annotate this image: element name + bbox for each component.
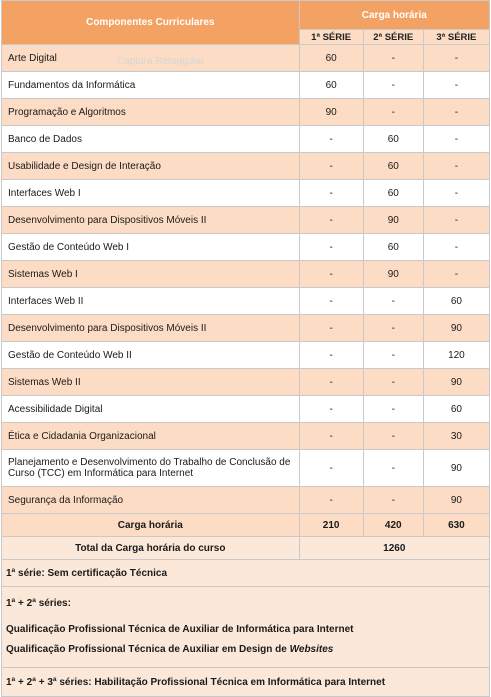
workload-header: Carga horária: [299, 1, 489, 30]
subject-name: Sistemas Web II: [2, 369, 300, 396]
series-1-value: -: [299, 180, 363, 207]
total-label: Total da Carga horária do curso: [2, 537, 300, 560]
series-2-value: -: [363, 72, 423, 99]
table-row: [2, 342, 490, 369]
table-row: [2, 72, 490, 99]
table-row: [2, 315, 490, 342]
series-3-value: -: [423, 45, 489, 72]
table-row: [2, 423, 490, 450]
note-series-1-2: [6, 597, 485, 657]
series-2-value: -: [363, 45, 423, 72]
subject-name: Gestão de Conteúdo Web II: [2, 342, 300, 369]
sum-series-3: 630: [423, 514, 489, 537]
note-row-3: [2, 668, 490, 697]
table-row: [2, 234, 490, 261]
table-row: [2, 487, 490, 514]
table-row: [2, 180, 490, 207]
note-series-1: 1ª série: Sem certificação Técnica: [2, 560, 490, 587]
series-2-value: -: [363, 99, 423, 126]
series-3-value: -: [423, 99, 489, 126]
subject-name: Segurança da Informação: [2, 487, 300, 514]
table-row: [2, 450, 490, 487]
series-1-value: 60: [299, 72, 363, 99]
subject-name: Fundamentos da Informática: [2, 72, 300, 99]
series-3-value: 60: [423, 288, 489, 315]
series-1-value: -: [299, 369, 363, 396]
sum-series-1: 210: [299, 514, 363, 537]
series-1-value: -: [299, 261, 363, 288]
websites-emphasis: Websites: [289, 644, 334, 655]
sum-label: Carga horária: [2, 514, 300, 537]
series-1-value: -: [299, 288, 363, 315]
series-1-value: -: [299, 315, 363, 342]
qualification-line-2: Qualificação Profissional Técnica de Auxiliar em Design de Websites: [6, 644, 334, 655]
series-2-value: 60: [363, 126, 423, 153]
series-2-value: -: [363, 396, 423, 423]
series-2-value: -: [363, 288, 423, 315]
series-1-value: -: [299, 342, 363, 369]
series-3-value: -: [423, 72, 489, 99]
qualification-line-1: Qualificação Profissional Técnica de Auxiliar de Informática para Internet: [6, 624, 354, 635]
series-2-value: 90: [363, 207, 423, 234]
series-2-header: 2ª SÉRIE: [363, 30, 423, 45]
series-3-value: -: [423, 126, 489, 153]
series-2-value: -: [363, 369, 423, 396]
table-row: [2, 288, 490, 315]
series-3-value: -: [423, 207, 489, 234]
subject-name: Programação e Algoritmos: [2, 99, 300, 126]
subject-name: Planejamento e Desenvolvimento do Trabalho de Conclusão de Curso (TCC) em Informática para Internet: [2, 450, 300, 487]
subject-name: Interfaces Web II: [2, 288, 300, 315]
series-3-value: -: [423, 153, 489, 180]
table-row: [2, 99, 490, 126]
subject-name: Arte Digital: [2, 45, 300, 72]
subject-name: Sistemas Web I: [2, 261, 300, 288]
series-3-header: 3ª SÉRIE: [423, 30, 489, 45]
sum-series-2: 420: [363, 514, 423, 537]
series-3-value: 30: [423, 423, 489, 450]
series-1-value: -: [299, 207, 363, 234]
note-title: 1ª + 2ª séries:: [6, 598, 71, 609]
series-3-value: 60: [423, 396, 489, 423]
note-row-1: [2, 560, 490, 587]
table-row: [2, 126, 490, 153]
table-row: [2, 396, 490, 423]
curriculum-table: [1, 0, 490, 697]
total-row: [2, 537, 490, 560]
series-2-value: 60: [363, 180, 423, 207]
series-2-value: -: [363, 423, 423, 450]
series-1-value: -: [299, 450, 363, 487]
note-row-2: [2, 587, 490, 668]
series-3-value: -: [423, 180, 489, 207]
components-header: Componentes Curriculares: [2, 1, 300, 45]
subject-name: Interfaces Web I: [2, 180, 300, 207]
subject-name: Usabilidade e Design de Interação: [2, 153, 300, 180]
series-2-value: 60: [363, 234, 423, 261]
series-3-value: 90: [423, 450, 489, 487]
workload-sum-row: [2, 514, 490, 537]
series-2-value: -: [363, 342, 423, 369]
table-row: [2, 369, 490, 396]
series-1-value: 60: [299, 45, 363, 72]
subject-name: Desenvolvimento para Dispositivos Móveis II: [2, 207, 300, 234]
series-2-value: -: [363, 315, 423, 342]
series-2-value: -: [363, 450, 423, 487]
note-series-1-2-3: 1ª + 2ª + 3ª séries: Habilitação Profissional Técnica em Informática para Internet: [2, 668, 490, 697]
series-2-value: 60: [363, 153, 423, 180]
series-1-value: -: [299, 126, 363, 153]
series-1-value: -: [299, 487, 363, 514]
table-row: [2, 261, 490, 288]
series-2-value: 90: [363, 261, 423, 288]
series-1-value: 90: [299, 99, 363, 126]
total-value: 1260: [299, 537, 489, 560]
subject-name: Acessibilidade Digital: [2, 396, 300, 423]
subject-name: Banco de Dados: [2, 126, 300, 153]
table-row: [2, 153, 490, 180]
series-1-value: -: [299, 396, 363, 423]
ghost-watermark: Captura Retangular: [117, 56, 205, 67]
series-1-value: -: [299, 423, 363, 450]
series-2-value: -: [363, 487, 423, 514]
series-3-value: 90: [423, 315, 489, 342]
subject-name: Gestão de Conteúdo Web I: [2, 234, 300, 261]
series-3-value: 90: [423, 369, 489, 396]
series-1-header: 1ª SÉRIE: [299, 30, 363, 45]
series-3-value: -: [423, 261, 489, 288]
series-3-value: 120: [423, 342, 489, 369]
subject-name: Ética e Cidadania Organizacional: [2, 423, 300, 450]
series-1-value: -: [299, 234, 363, 261]
series-1-value: -: [299, 153, 363, 180]
table-row: [2, 207, 490, 234]
subject-name: Desenvolvimento para Dispositivos Móveis II: [2, 315, 300, 342]
series-3-value: 90: [423, 487, 489, 514]
series-3-value: -: [423, 234, 489, 261]
table-row: [2, 45, 490, 72]
